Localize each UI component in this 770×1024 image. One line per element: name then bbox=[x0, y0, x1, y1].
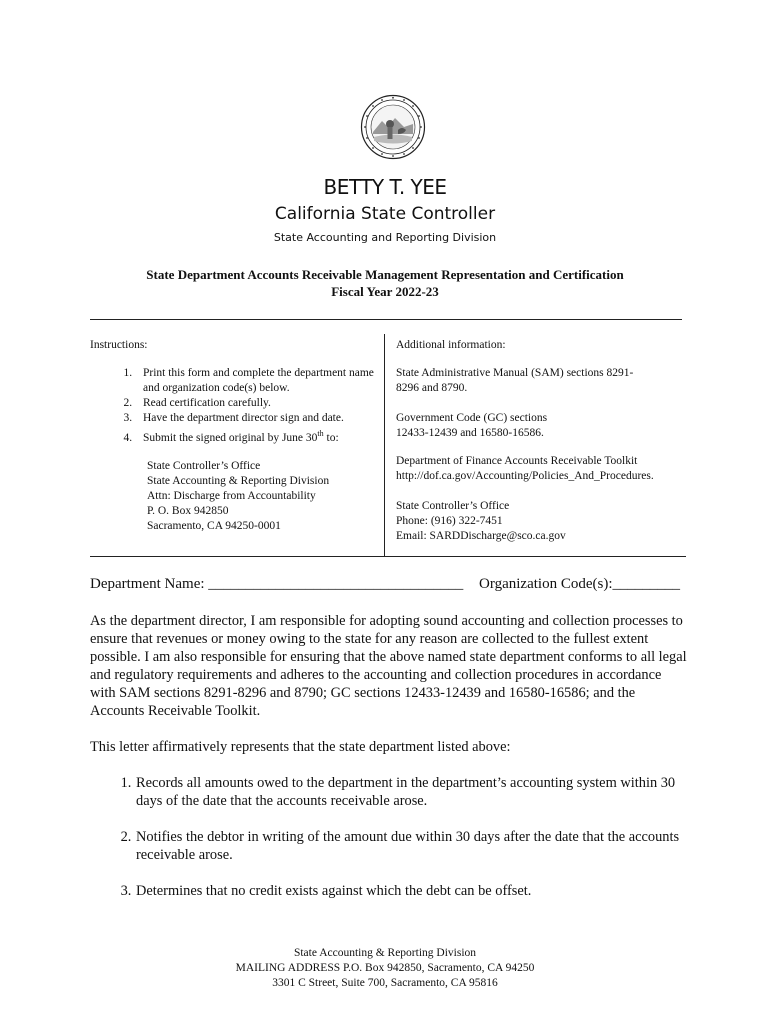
representations-list bbox=[90, 774, 690, 900]
additional-info-column bbox=[396, 338, 696, 544]
instruction-step4-sup: th bbox=[317, 429, 324, 438]
instruction-step4-suffix: to: bbox=[323, 431, 339, 444]
state-seal-icon bbox=[360, 94, 426, 160]
sco-contact-phone: Phone: (916) 322-7451 bbox=[396, 515, 503, 527]
department-fields-row bbox=[90, 576, 680, 593]
additional-info-label: Additional information: bbox=[396, 339, 506, 351]
instruction-step: 3. Have the department director sign and date. bbox=[135, 411, 380, 426]
footer-division: State Accounting & Reporting Division bbox=[293, 947, 477, 959]
department-name-field[interactable]: __________________________________ bbox=[208, 576, 464, 592]
address-line: State Controller’s Office bbox=[147, 459, 261, 472]
dof-toolkit-url[interactable]: http://dof.ca.gov/Accounting/Policies_And_Procedures. bbox=[396, 470, 654, 482]
instruction-step: 2. Read certification carefully. bbox=[135, 396, 380, 411]
representation-item: 1. Records all amounts owed to the department in the department’s accounting system within 30 days of the date that the accounts receivable arose. bbox=[135, 774, 690, 810]
form-fiscal-year: Fiscal Year 2022-23 bbox=[331, 284, 439, 299]
representation-item: 2. Notifies the debtor in writing of the amount due within 30 days after the date that the accounts receivable arose. bbox=[135, 828, 690, 864]
representation-intro: This letter affirmatively represents that the state department listed above: bbox=[90, 739, 511, 755]
controller-title: California State Controller bbox=[274, 204, 496, 224]
gc-reference-line1: Government Code (GC) sections bbox=[396, 412, 548, 424]
dof-toolkit-title: Department of Finance Accounts Receivable Toolkit bbox=[396, 455, 638, 467]
instruction-step4-text: Submit the signed original by June 30 bbox=[143, 431, 318, 444]
address-line: State Accounting & Reporting Division bbox=[147, 474, 330, 487]
instructions-list bbox=[90, 366, 380, 446]
organization-code-field[interactable]: _________ bbox=[612, 576, 680, 592]
page-footer bbox=[0, 946, 770, 991]
column-divider bbox=[384, 334, 385, 556]
instructions-column bbox=[90, 338, 380, 534]
certification-paragraph: As the department director, I am responsible for adopting sound accounting and collection processes to ensure that revenues or money owing to the state for any reason are collected to the fullest extent possible. I am also responsible for ensuring that the above named state department conforms to all legal and regulatory requirements and adheres to the accounting and collection procedures in accordance with SAM sections 8291-8296 and 8790; GC sections 12433-12439 and 16580-16586; and the Accounts Receivable Toolkit. bbox=[90, 613, 687, 719]
mailing-address-block bbox=[90, 459, 380, 534]
instruction-step: 1. Print this form and complete the department name and organization code(s) below. bbox=[135, 366, 380, 396]
controller-name: BETTY T. YEE bbox=[323, 175, 447, 199]
gc-reference-line2: 12433-12439 and 16580-16586. bbox=[396, 427, 544, 439]
form-title bbox=[0, 266, 770, 300]
representation-item: 3. Determines that no credit exists against which the debt can be offset. bbox=[135, 882, 690, 900]
form-title-line1: State Department Accounts Receivable Management Representation and Certification bbox=[146, 267, 624, 282]
address-line: Attn: Discharge from Accountability bbox=[147, 489, 316, 502]
instruction-step bbox=[135, 426, 380, 446]
footer-street-address: 3301 C Street, Suite 700, Sacramento, CA 95816 bbox=[272, 977, 498, 989]
representations-block bbox=[90, 774, 690, 918]
division-name: State Accounting and Reporting Division bbox=[273, 231, 497, 244]
footer-mailing-address: MAILING ADDRESS P.O. Box 942850, Sacramento, CA 94250 bbox=[235, 962, 535, 974]
info-divider bbox=[90, 556, 686, 557]
title-divider bbox=[90, 319, 682, 320]
instructions-label: Instructions: bbox=[90, 339, 148, 351]
department-name-label: Department Name: bbox=[90, 576, 205, 592]
organization-code-label: Organization Code(s): bbox=[479, 576, 613, 592]
address-line: P. O. Box 942850 bbox=[147, 504, 229, 517]
address-line: Sacramento, CA 94250-0001 bbox=[147, 519, 281, 532]
sco-contact-email[interactable]: Email: SARDDischarge@sco.ca.gov bbox=[396, 530, 566, 542]
sco-contact-name: State Controller’s Office bbox=[396, 500, 510, 512]
sam-reference: State Administrative Manual (SAM) sections 8291-8296 and 8790. bbox=[396, 367, 634, 394]
